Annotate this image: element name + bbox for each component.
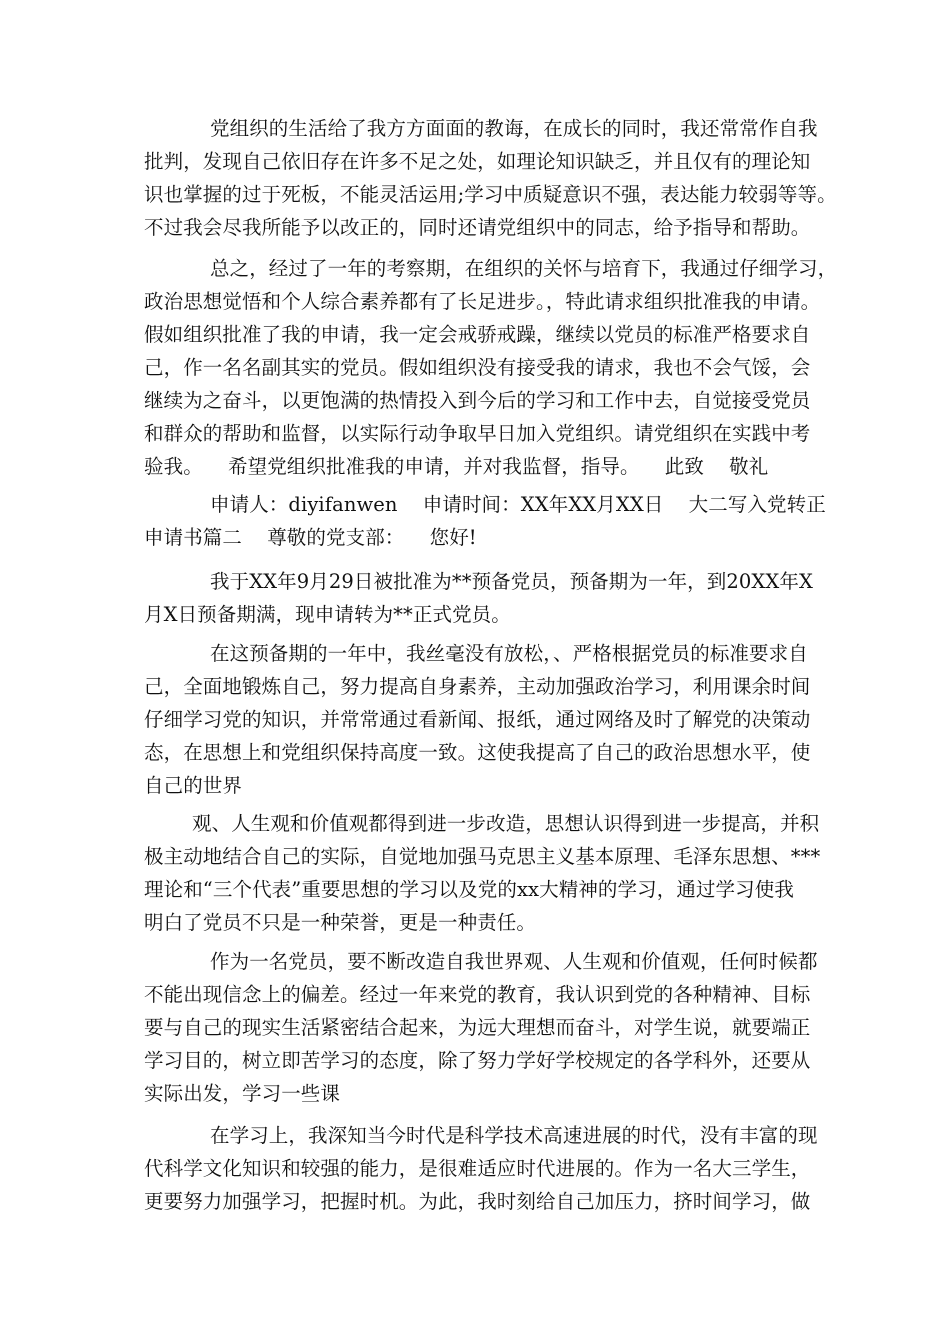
text-line: 代科学文化知识和较强的能力，是很难适应时代进展的。作为一名大三学生， (144, 1157, 811, 1180)
text-line: 验我。 希望党组织批准我的申请，并对我监督，指导。 此致 敬礼 (144, 455, 769, 478)
text-line: 假如组织批准了我的申请，我一定会戒骄戒躁，继续以党员的标准严格要求自 (144, 323, 811, 346)
text-line: 作为一名党员，要不断改造自我世界观、人生观和价值观，任何时候都 (210, 950, 818, 973)
text-line: 理论和“三个代表”重要思想的学习以及党的xx大精神的学习，通过学习使我 (144, 878, 794, 901)
text-line: 更要努力加强学习，把握时机。为此，我时刻给自己加压力，挤时间学习，做 (144, 1190, 811, 1213)
text-line: 识也掌握的过于死板，不能灵活运用;学习中质疑意识不强，表达能力较弱等等。 (144, 183, 837, 206)
paragraph-8 (144, 1119, 818, 1218)
text-line: 总之，经过了一年的考察期，在组织的关怀与培育下，我通过仔细学习， (210, 257, 838, 280)
paragraph-1 (144, 112, 837, 244)
paragraph-6 (144, 807, 821, 939)
text-line: 学习目的，树立即苦学习的态度，除了努力学好学校规定的各学科外，还要从 (144, 1049, 811, 1072)
text-line: 极主动地结合自己的实际，自觉地加强马克思主义基本原理、毛泽东思想、*** (144, 845, 821, 868)
text-line: 己，全面地锻炼自己，努力提高自身素养，主动加强政治学习，利用课余时间 (144, 675, 811, 698)
text-line: 不过我会尽我所能予以改正的，同时还请党组织中的同志，给予指导和帮助。 (144, 216, 811, 239)
text-line: 不能出现信念上的偏差。经过一年来党的教育，我认识到党的各种精神、目标 (144, 983, 811, 1006)
text-line: 自己的世界 (144, 774, 243, 797)
text-line: 在学习上，我深知当今时代是科学技术高速进展的时代，没有丰富的现 (210, 1124, 818, 1147)
text-line: 观、人生观和价值观都得到进一步改造，思想认识得到进一步提高，并积 (192, 812, 820, 835)
text-line: 要与自己的现实生活紧密结合起来，为远大理想而奋斗，对学生说，就要端正 (144, 1016, 811, 1039)
paragraph-3 (144, 488, 826, 554)
salutation-line: 申请书篇二 尊敬的党支部： 您好! (144, 526, 477, 549)
text-line: 月X日预备期满，现申请转为**正式党员。 (144, 603, 511, 626)
text-line: 实际出发，学习一些课 (144, 1082, 341, 1105)
text-line: 在这预备期的一年中，我丝毫没有放松，、严格根据党员的标准要求自 (210, 642, 808, 665)
paragraph-7 (144, 945, 818, 1110)
paragraph-4 (144, 565, 814, 631)
text-line: 仔细学习党的知识，并常常通过看新闻、报纸，通过网络及时了解党的决策动 (144, 708, 811, 731)
paragraph-5 (144, 637, 814, 802)
text-line: 和群众的帮助和监督，以实际行动争取早日加入党组织。请党组织在实践中考 (144, 422, 811, 445)
text-line: 我于XX年9月29日被批准为**预备党员，预备期为一年，到20XX年X (210, 570, 813, 593)
applicant-line: 申请人：diyifanwen 申请时间：XX年XX月XX日 大二写入党转正 (210, 493, 826, 516)
text-line: 态，在思想上和党组织保持高度一致。这使我提高了自己的政治思想水平，使 (144, 741, 811, 764)
text-line: 继续为之奋斗，以更饱满的热情投入到今后的学习和工作中去，自觉接受党员 (144, 389, 811, 412)
text-line: 明白了党员不只是一种荣誉，更是一种责任。 (144, 911, 537, 934)
text-line: 己，作一名名副其实的党员。假如组织没有接受我的请求，我也不会气馁，会 (144, 356, 811, 379)
text-line: 批判，发现自己依旧存在许多不足之处，如理论知识缺乏，并且仅有的理论知 (144, 150, 811, 173)
paragraph-2 (144, 252, 838, 483)
text-line: 党组织的生活给了我方方面面的教诲，在成长的同时，我还常常作自我 (210, 117, 818, 140)
text-line: 政治思想觉悟和个人综合素养都有了长足进步。，特此请求组织批准我的申请。 (144, 290, 821, 313)
